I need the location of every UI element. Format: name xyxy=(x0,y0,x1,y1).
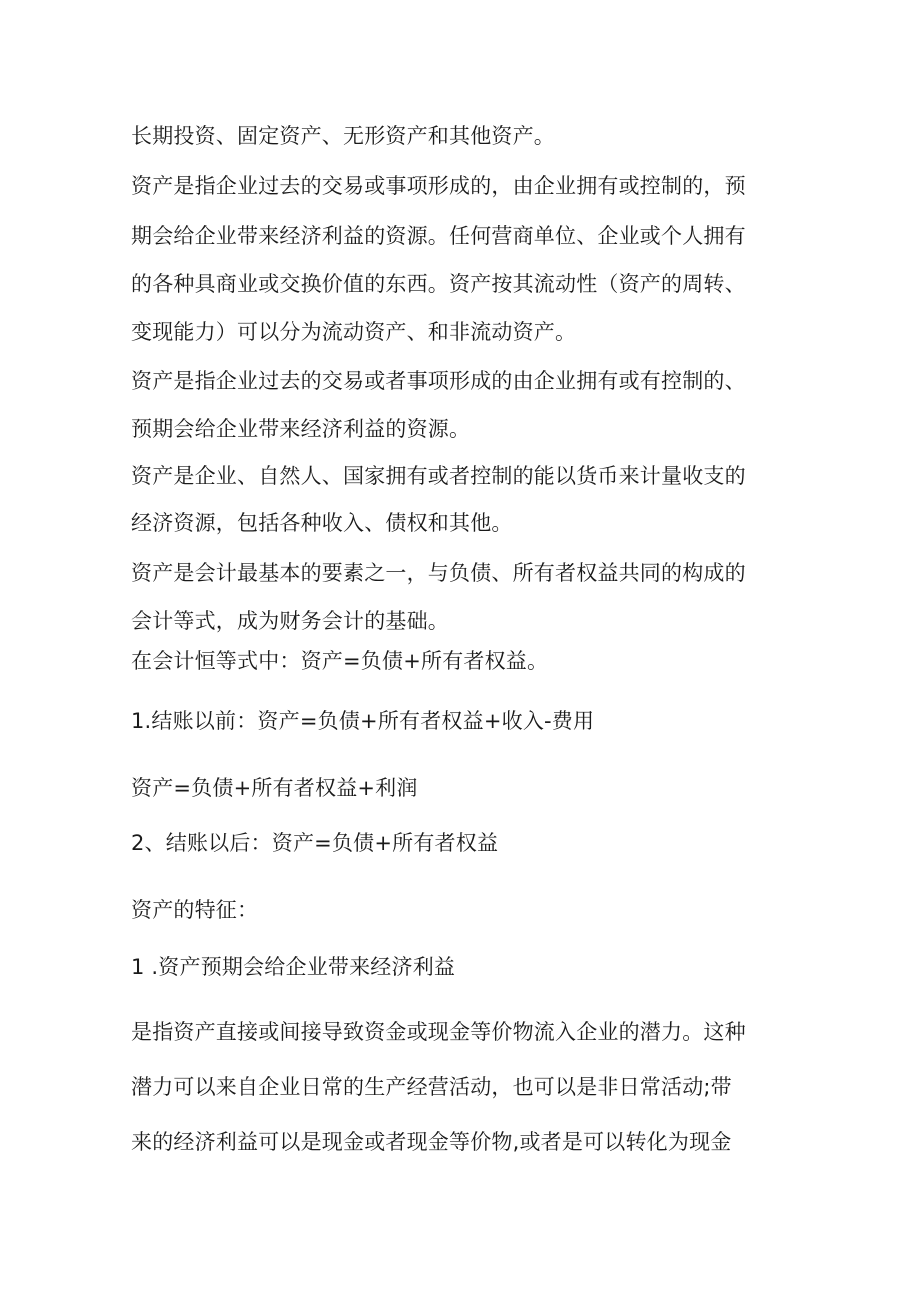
text-line: 资产是会计最基本的要素之一，与负债、所有者权益共同的构成的 xyxy=(131,561,746,585)
text-line: 资产=负债+所有者权益+利润 xyxy=(131,776,418,800)
text-line: 预期会给企业带来经济利益的资源。 xyxy=(131,417,471,441)
text-line: 是指资产直接或间接导致资金或现金等价物流入企业的潜力。这种 xyxy=(131,1020,746,1044)
text-line: 1.结账以前：资产=负债+所有者权益+收入-费用 xyxy=(131,709,595,733)
text-line: 资产是企业、自然人、国家拥有或者控制的能以货币来计量收支的 xyxy=(131,464,746,488)
text-line: 变现能力）可以分为流动资产、和非流动资产。 xyxy=(131,320,577,344)
text-line: 期会给企业带来经济利益的资源。任何营商单位、企业或个人拥有 xyxy=(131,224,746,248)
text-line: 会计等式，成为财务会计的基础。 xyxy=(131,609,449,633)
text-line: 资产是指企业过去的交易或事项形成的，由企业拥有或控制的，预 xyxy=(131,174,746,198)
text-line: 1 .资产预期会给企业带来经济利益 xyxy=(131,955,456,979)
text-line: 经济资源，包括各种收入、债权和其他。 xyxy=(131,511,513,535)
text-line: 在会计恒等式中：资产=负债+所有者权益。 xyxy=(131,649,549,673)
text-line: 2、结账以后：资产=负债+所有者权益 xyxy=(131,831,499,855)
text-line: 潜力可以来自企业日常的生产经营活动，也可以是非日常活动;带 xyxy=(131,1075,732,1099)
text-line: 资产的特征： xyxy=(131,898,259,922)
text-line: 长期投资、固定资产、无形资产和其他资产。 xyxy=(131,124,555,148)
text-line: 来的经济利益可以是现金或者现金等价物,或者是可以转化为现金 xyxy=(131,1130,732,1154)
text-line: 的各种具商业或交换价值的东西。资产按其流动性（资产的周转、 xyxy=(131,272,746,296)
text-line: 资产是指企业过去的交易或者事项形成的由企业拥有或有控制的、 xyxy=(131,369,746,393)
